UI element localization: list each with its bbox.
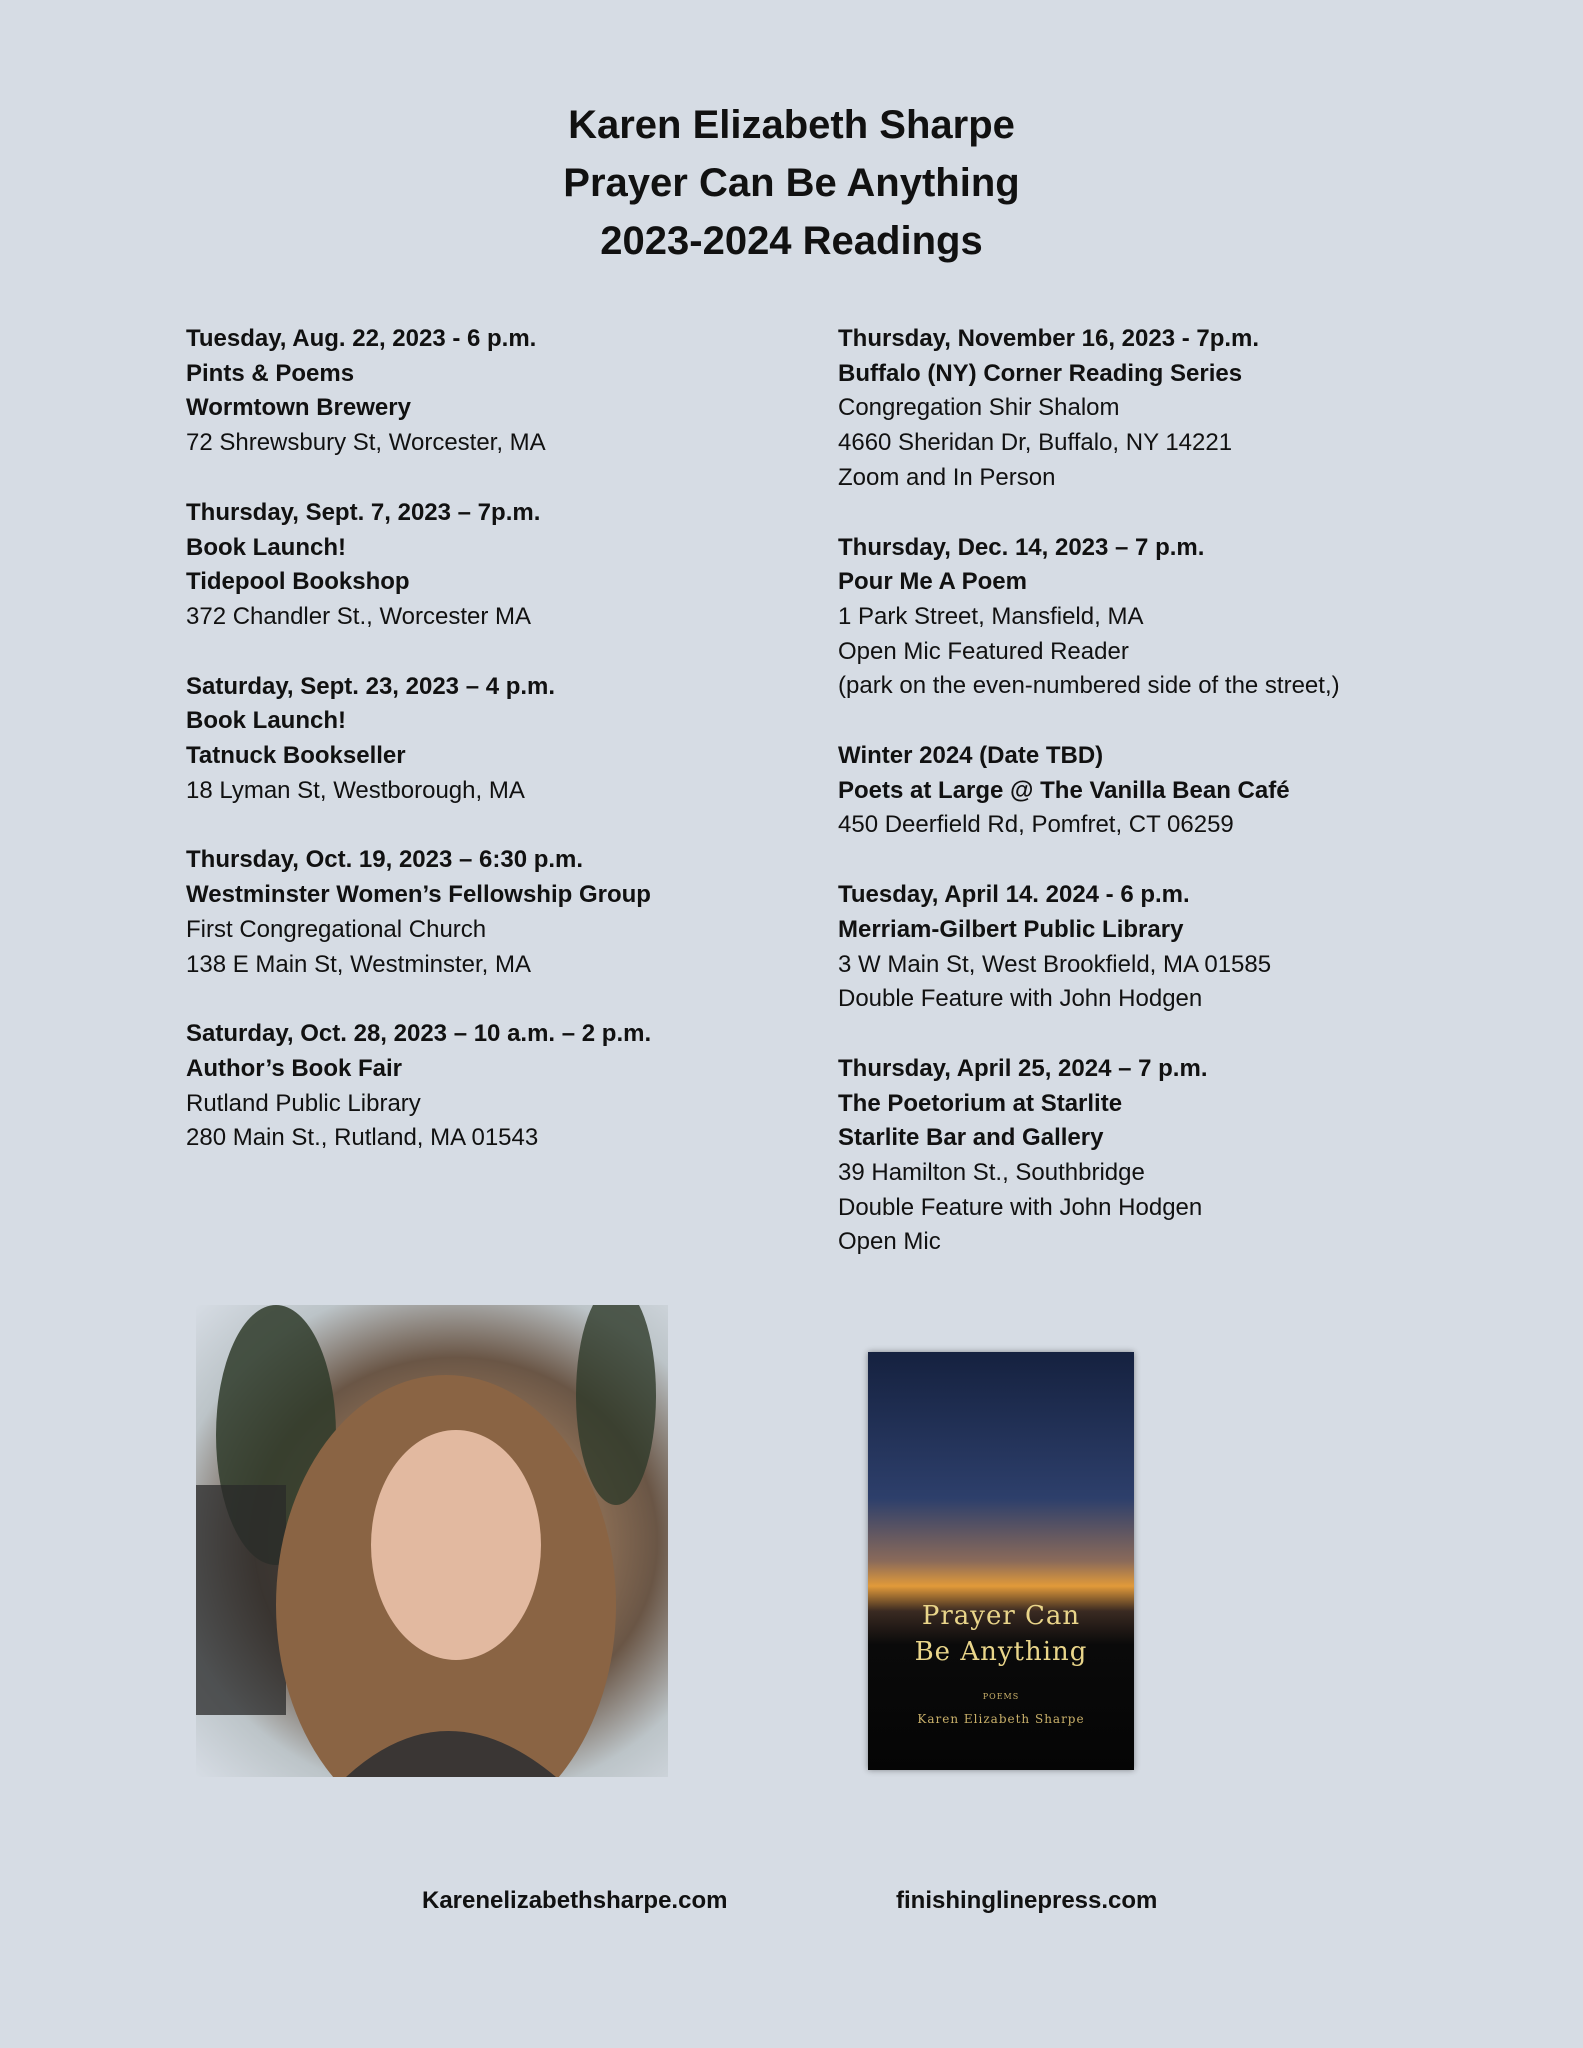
events-left-column (186, 322, 886, 1191)
event-detail: Open Mic (838, 1228, 941, 1256)
event-date: Thursday, Sept. 7, 2023 – 7p.m. (186, 498, 541, 526)
event-detail: The Poetorium at Starlite (838, 1089, 1123, 1117)
event-block (186, 843, 886, 982)
event-detail: First Congregational Church (186, 915, 487, 943)
event-block (186, 670, 886, 809)
event-detail: 1 Park Street, Mansfield, MA (838, 602, 1144, 630)
event-detail: Congregation Shir Shalom (838, 394, 1120, 422)
event-detail: Tidepool Bookshop (186, 568, 410, 596)
event-detail: Wormtown Brewery (186, 394, 411, 422)
book-title: Prayer Can Be Anything (563, 161, 1020, 205)
event-block (186, 322, 886, 461)
event-detail: (park on the even-numbered side of the street,) (838, 672, 1340, 700)
event-detail: 18 Lyman St, Westborough, MA (186, 776, 525, 804)
event-detail: Pints & Poems (186, 359, 355, 387)
events-right-column (838, 322, 1538, 1295)
event-detail: 138 E Main St, Westminster, MA (186, 950, 532, 978)
event-date: Tuesday, April 14. 2024 - 6 p.m. (838, 881, 1190, 909)
event-detail: Author’s Book Fair (186, 1054, 403, 1082)
event-block (838, 322, 1538, 496)
book-cover-title-line2: Be Anything (914, 1637, 1088, 1667)
event-detail: 4660 Sheridan Dr, Buffalo, NY 14221 (838, 429, 1233, 457)
event-detail: Zoom and In Person (838, 463, 1056, 491)
readings-title: 2023-2024 Readings (600, 219, 983, 263)
event-date: Thursday, Dec. 14, 2023 – 7 p.m. (838, 533, 1205, 561)
event-detail: 39 Hamilton St., Southbridge (838, 1159, 1145, 1187)
author-photo (196, 1305, 668, 1777)
event-detail: 450 Deerfield Rd, Pomfret, CT 06259 (838, 811, 1234, 839)
event-detail: 3 W Main St, West Brookfield, MA 01585 (838, 950, 1272, 978)
event-detail: Starlite Bar and Gallery (838, 1124, 1104, 1152)
event-block (838, 878, 1538, 1017)
event-date: Saturday, Oct. 28, 2023 – 10 a.m. – 2 p.m. (186, 1020, 652, 1048)
event-block (186, 1017, 886, 1156)
event-detail: Buffalo (NY) Corner Reading Series (838, 359, 1243, 387)
event-detail: Rutland Public Library (186, 1089, 421, 1117)
event-detail: Double Feature with John Hodgen (838, 1193, 1203, 1221)
event-detail: Merriam-Gilbert Public Library (838, 915, 1184, 943)
event-detail: 280 Main St., Rutland, MA 01543 (186, 1124, 539, 1152)
event-date: Thursday, November 16, 2023 - 7p.m. (838, 325, 1260, 352)
event-detail: Open Mic Featured Reader (838, 637, 1129, 665)
event-detail: Pour Me A Poem (838, 568, 1027, 596)
event-block (838, 1052, 1538, 1260)
event-detail: Book Launch! (186, 707, 346, 735)
event-date: Thursday, Oct. 19, 2023 – 6:30 p.m. (186, 846, 584, 874)
book-cover-subtitle: POEMS (982, 1692, 1020, 1701)
book-cover-title (868, 1598, 1134, 1670)
event-detail: Double Feature with John Hodgen (838, 985, 1203, 1013)
publisher-website-link[interactable]: finishinglinepress.com (896, 1887, 1158, 1914)
book-cover-title-line1: Prayer Can (921, 1601, 1081, 1631)
event-block (838, 739, 1538, 843)
event-date: Tuesday, Aug. 22, 2023 - 6 p.m. (186, 325, 537, 352)
book-cover (868, 1352, 1134, 1770)
event-detail: Tatnuck Bookseller (186, 742, 406, 770)
event-detail: Poets at Large @ The Vanilla Bean Café (838, 776, 1290, 804)
event-detail: Westminster Women’s Fellowship Group (186, 881, 651, 909)
event-date: Saturday, Sept. 23, 2023 – 4 p.m. (186, 672, 556, 700)
author-website-link[interactable]: Karenelizabethsharpe.com (422, 1887, 728, 1914)
page-header (0, 96, 1583, 270)
event-block (186, 496, 886, 635)
event-detail: 72 Shrewsbury St, Worcester, MA (186, 429, 546, 457)
event-date: Winter 2024 (Date TBD) (838, 742, 1104, 770)
author-photo-illustration (196, 1305, 668, 1777)
event-date: Thursday, April 25, 2024 – 7 p.m. (838, 1054, 1208, 1082)
book-cover-author: Karen Elizabeth Sharpe (917, 1712, 1085, 1726)
event-detail: Book Launch! (186, 533, 346, 561)
event-block (838, 531, 1538, 705)
author-name: Karen Elizabeth Sharpe (568, 103, 1015, 147)
event-detail: 372 Chandler St., Worcester MA (186, 602, 532, 630)
